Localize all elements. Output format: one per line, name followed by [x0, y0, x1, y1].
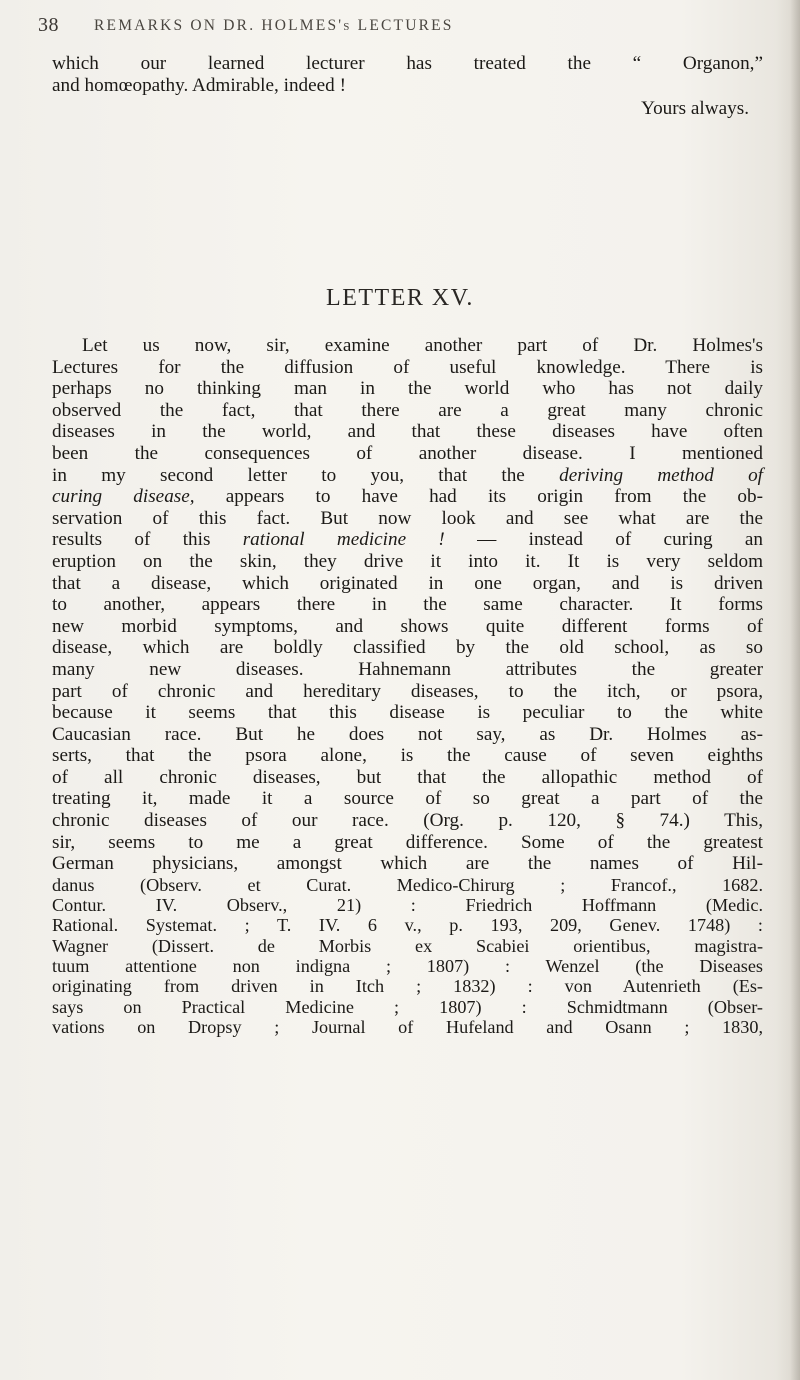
text-line: Let us now, sir, examine another part of Dr. Holmes's: [82, 335, 763, 356]
text-line: tuum attentione non indigna ; 1807) : Wenzel (the Diseases: [52, 956, 763, 977]
text-line: Wagner (Dissert. de Morbis ex Scabiei orientibus, magistra-: [52, 935, 763, 956]
text-segment: in my second letter to you, that the: [52, 464, 560, 486]
text-line: which our learned lecturer has treated the “ Organon,”: [52, 53, 763, 74]
running-head: [0, 14, 800, 44]
text-line: to another, appears there in the same character. It forms: [52, 594, 763, 616]
text-line: [52, 529, 763, 551]
italic-phrase: deriving method of: [559, 464, 764, 486]
text-line: part of chronic and hereditary diseases, to the itch, or psora,: [52, 680, 763, 702]
italic-phrase: rational medicine !: [242, 529, 445, 551]
text-line: says on Practical Medicine ; 1807) : Schmidtmann (Obser-: [52, 996, 763, 1017]
text-line: [52, 465, 763, 487]
text-segment: — instead of curing an: [444, 529, 763, 551]
signoff: Yours always.: [641, 98, 749, 119]
text-line: and homœopathy. Admirable, indeed !: [52, 74, 346, 96]
text-line: because it seems that this disease is peculiar to the white: [52, 702, 763, 724]
text-line: danus (Observ. et Curat. Medico-Chirurg ; Francof., 1682.: [52, 874, 763, 895]
text-line: disease, which are boldly classified by the old school, as so: [52, 637, 763, 659]
text-segment: appears to have had its origin from the ob-: [194, 486, 763, 508]
text-line: sir, seems to me a great difference. Some of the greatest: [52, 831, 763, 853]
closing-paragraph-of-previous-letter: [52, 53, 763, 96]
page-number: 38: [38, 14, 59, 36]
text-line: perhaps no thinking man in the world who has not daily: [52, 378, 763, 400]
text-line: of all chronic diseases, but that the allopathic method of: [52, 766, 763, 788]
text-line: that a disease, which originated in one organ, and is driven: [52, 572, 763, 594]
text-line: servation of this fact. But now look and see what are the: [52, 507, 763, 529]
text-line: diseases in the world, and that these diseases have often: [52, 421, 763, 443]
text-line: originating from driven in Itch ; 1832) : von Autenrieth (Es-: [52, 976, 763, 997]
running-title: REMARKS ON DR. HOLMES's LECTURES: [94, 17, 454, 34]
letter-heading: LETTER XV.: [326, 285, 474, 311]
letter-body: [52, 335, 763, 1037]
text-line: [52, 486, 763, 508]
text-line: chronic diseases of our race. (Org. p. 120, § 74.) This,: [52, 810, 763, 832]
text-line: vations on Dropsy ; Journal of Hufeland and Osann ; 1830,: [52, 1016, 763, 1037]
text-line: serts, that the psora alone, is the cause of seven eighths: [52, 745, 763, 767]
page-edge-shadow: [790, 0, 800, 1380]
text-line: Rational. Systemat. ; T. IV. 6 v., p. 193, 209, Genev. 1748) :: [52, 915, 763, 936]
italic-phrase: curing disease,: [52, 486, 195, 508]
text-line: been the consequences of another disease. I mentioned: [52, 442, 763, 464]
text-line: many new diseases. Hahnemann attributes the greater: [52, 658, 763, 680]
text-segment: results of this: [52, 529, 243, 551]
text-line: observed the fact, that there are a great many chronic: [52, 399, 763, 421]
text-line: Lectures for the diffusion of useful knowledge. There is: [52, 356, 763, 378]
text-line: new morbid symptoms, and shows quite different forms of: [52, 615, 763, 637]
text-line: Caucasian race. But he does not say, as Dr. Holmes as-: [52, 723, 763, 745]
text-line: German physicians, amongst which are the names of Hil-: [52, 853, 763, 875]
text-line: treating it, made it a source of so great a part of the: [52, 788, 763, 810]
text-line: eruption on the skin, they drive it into it. It is very seldom: [52, 550, 763, 572]
text-line: Contur. IV. Observ., 21) : Friedrich Hoffmann (Medic.: [52, 895, 763, 916]
